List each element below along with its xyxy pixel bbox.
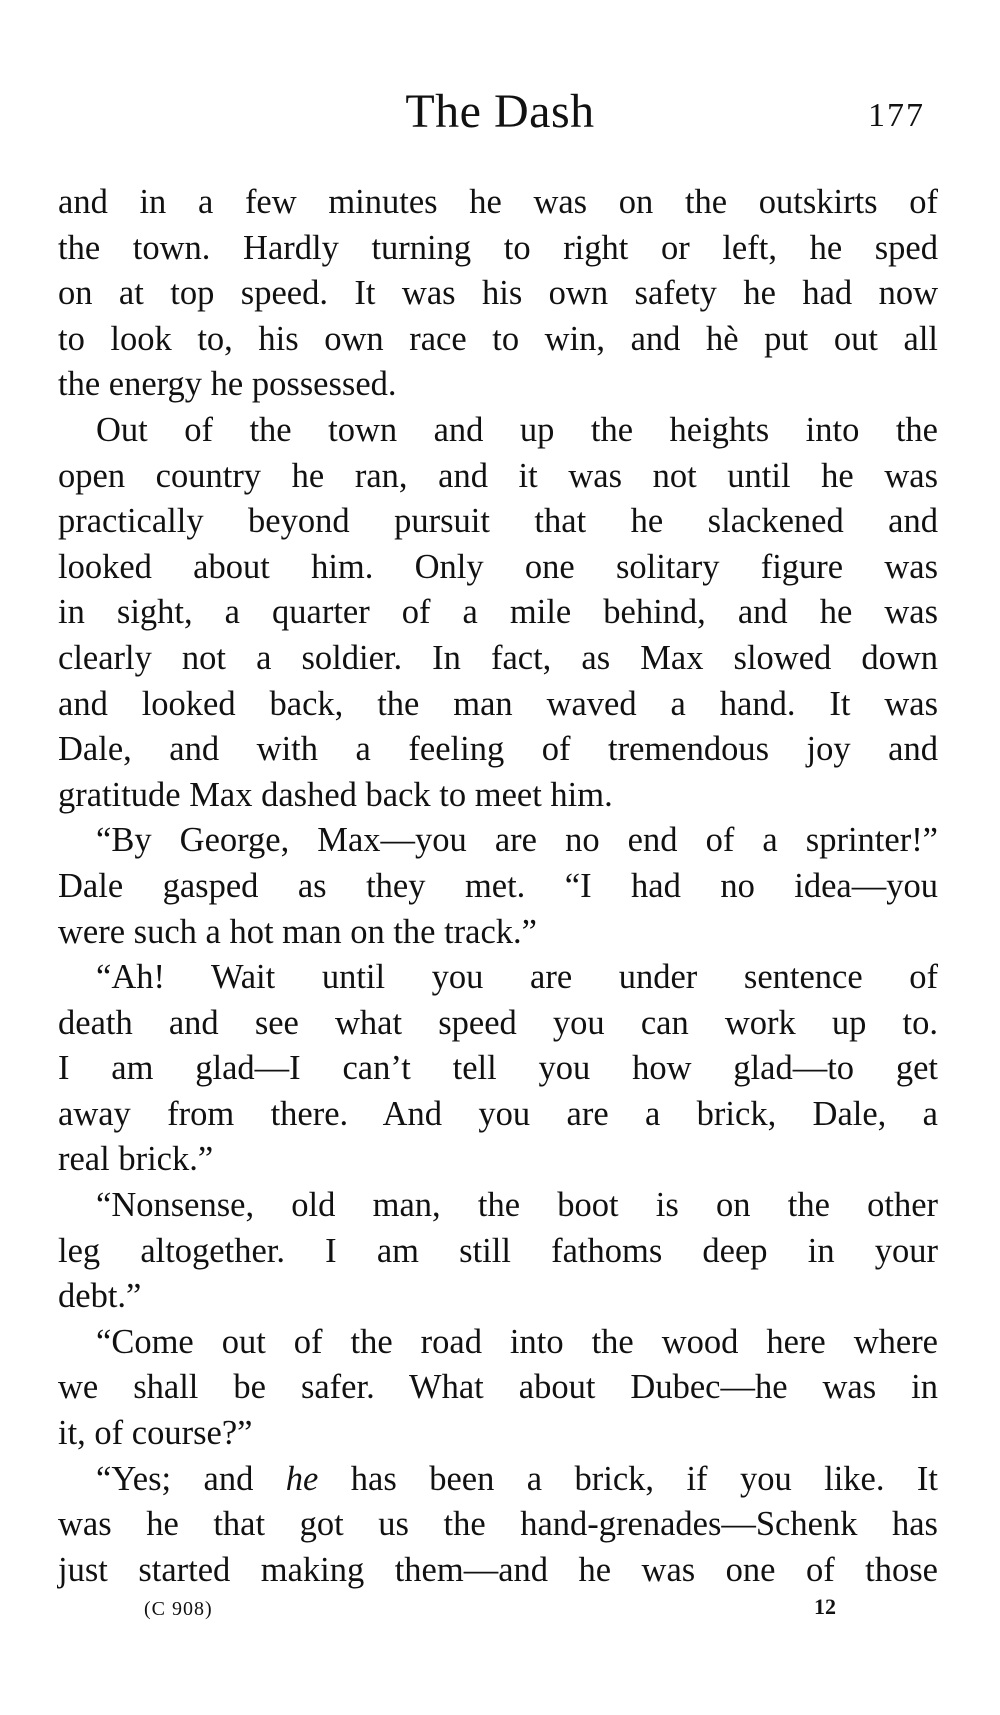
paragraph-5	[58, 1183, 938, 1320]
page-footer	[0, 1594, 1000, 1634]
text-line: practically beyond pursuit that he slackened and	[58, 502, 938, 541]
italic-text: he	[285, 1459, 319, 1498]
text-line: Out of the town and up the heights into the	[96, 410, 938, 449]
text-run: “Yes; and	[96, 1459, 286, 1498]
text-line: gratitude Max dashed back to meet him.	[58, 775, 613, 814]
text-line: the town. Hardly turning to right or left, he sped	[58, 228, 938, 267]
text-line: away from there. And you are a brick, Dale, a	[58, 1094, 938, 1133]
text-line	[58, 1457, 938, 1503]
paragraph-3	[58, 818, 938, 955]
paragraph-1	[58, 180, 938, 408]
running-head	[0, 82, 1000, 142]
text-line: in sight, a quarter of a mile behind, and he was	[58, 593, 938, 632]
paragraph-7	[58, 1457, 938, 1594]
printer-code: (C 908)	[144, 1598, 213, 1620]
text-line: “Ah! Wait until you are under sentence of	[96, 958, 938, 997]
text-line: Dale, and with a feeling of tremendous joy and	[58, 730, 938, 769]
text-line: “Come out of the road into the wood here where	[96, 1322, 938, 1361]
text-line: and in a few minutes he was on the outskirts of	[58, 183, 938, 221]
text-line: it, of course?”	[58, 1414, 253, 1453]
text-line: open country he ran, and it was not until he was	[58, 456, 938, 495]
text-line: leg altogether. I am still fathoms deep in your	[58, 1231, 938, 1270]
text-line: Dale gasped as they met. “I had no idea—you	[58, 866, 938, 905]
text-line: death and see what speed you can work up to.	[58, 1003, 938, 1042]
text-line: were such a hot man on the track.”	[58, 912, 537, 951]
text-line: just started making them—and he was one of those	[58, 1550, 938, 1589]
body-text	[58, 180, 938, 1593]
paragraph-2	[58, 408, 938, 818]
paragraph-4	[58, 955, 938, 1183]
text-line: the energy he possessed.	[58, 365, 397, 404]
text-line: was he that got us the hand-grenades—Schenk has	[58, 1505, 938, 1544]
text-line: “Nonsense, old man, the boot is on the other	[96, 1186, 938, 1225]
text-line: “By George, Max—you are no end of a sprinter!”	[96, 821, 938, 860]
paragraph-6	[58, 1320, 938, 1457]
text-line: I am glad—I can’t tell you how glad—to get	[58, 1049, 938, 1088]
text-line: to look to, his own race to win, and hè put out all	[58, 319, 938, 358]
text-line: debt.”	[58, 1277, 142, 1316]
text-line: and looked back, the man waved a hand. It was	[58, 684, 938, 723]
running-title: The Dash	[405, 85, 595, 138]
page-number: 177	[868, 97, 925, 134]
text-line: on at top speed. It was his own safety he had now	[58, 274, 938, 313]
text-line: we shall be safer. What about Dubec—he was in	[58, 1368, 938, 1407]
text-line: real brick.”	[58, 1140, 214, 1179]
signature-mark: 12	[814, 1594, 836, 1619]
text-line: clearly not a soldier. In fact, as Max slowed down	[58, 638, 938, 677]
text-run: has been a brick, if you like. It	[318, 1459, 938, 1498]
text-line: looked about him. Only one solitary figure was	[58, 547, 938, 586]
